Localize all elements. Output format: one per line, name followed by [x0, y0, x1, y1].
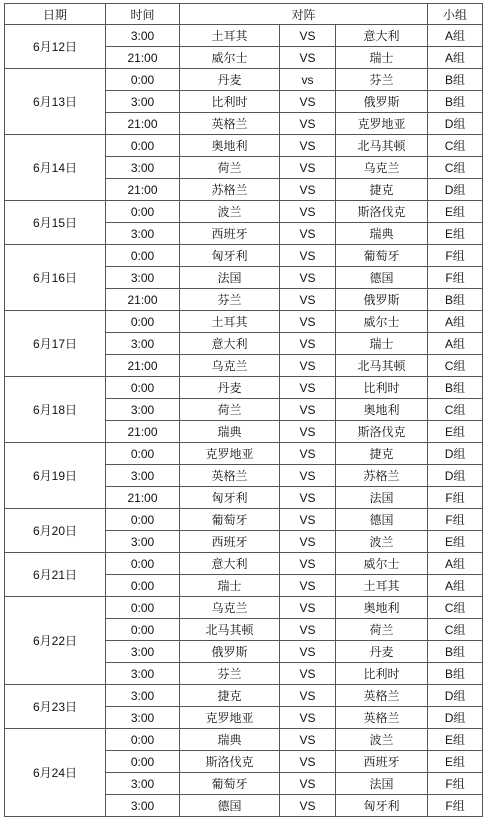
away-team-cell: 瑞典 — [336, 223, 428, 245]
time-cell: 21:00 — [106, 47, 180, 69]
vs-cell: VS — [280, 267, 336, 289]
away-team-cell: 芬兰 — [336, 69, 428, 91]
time-cell: 3:00 — [106, 25, 180, 47]
time-cell: 3:00 — [106, 157, 180, 179]
home-team-cell: 克罗地亚 — [180, 443, 280, 465]
time-cell: 0:00 — [106, 751, 180, 773]
vs-cell: VS — [280, 751, 336, 773]
home-team-cell: 德国 — [180, 795, 280, 817]
away-team-cell: 波兰 — [336, 531, 428, 553]
vs-cell: VS — [280, 245, 336, 267]
away-team-cell: 乌克兰 — [336, 157, 428, 179]
time-cell: 0:00 — [106, 575, 180, 597]
home-team-cell: 丹麦 — [180, 69, 280, 91]
time-cell: 3:00 — [106, 91, 180, 113]
vs-cell: VS — [280, 91, 336, 113]
vs-cell: VS — [280, 443, 336, 465]
date-cell: 6月20日 — [5, 509, 106, 553]
home-team-cell: 芬兰 — [180, 663, 280, 685]
vs-cell: VS — [280, 157, 336, 179]
vs-cell: VS — [280, 619, 336, 641]
home-team-cell: 意大利 — [180, 553, 280, 575]
time-cell: 0:00 — [106, 311, 180, 333]
vs-cell: VS — [280, 201, 336, 223]
vs-cell: VS — [280, 773, 336, 795]
home-team-cell: 北马其顿 — [180, 619, 280, 641]
vs-cell: VS — [280, 421, 336, 443]
away-team-cell: 匈牙利 — [336, 795, 428, 817]
home-team-cell: 乌克兰 — [180, 355, 280, 377]
group-cell: B组 — [428, 91, 483, 113]
vs-cell: VS — [280, 377, 336, 399]
away-team-cell: 俄罗斯 — [336, 289, 428, 311]
group-cell: A组 — [428, 575, 483, 597]
vs-cell: vs — [280, 69, 336, 91]
group-cell: D组 — [428, 685, 483, 707]
away-team-cell: 捷克 — [336, 443, 428, 465]
group-cell: C组 — [428, 135, 483, 157]
home-team-cell: 意大利 — [180, 333, 280, 355]
away-team-cell: 威尔士 — [336, 553, 428, 575]
vs-cell: VS — [280, 509, 336, 531]
date-cell: 6月15日 — [5, 201, 106, 245]
group-cell: F组 — [428, 267, 483, 289]
time-cell: 0:00 — [106, 135, 180, 157]
away-team-cell: 意大利 — [336, 25, 428, 47]
away-team-cell: 荷兰 — [336, 619, 428, 641]
time-cell: 3:00 — [106, 531, 180, 553]
time-cell: 0:00 — [106, 201, 180, 223]
vs-cell: VS — [280, 47, 336, 69]
home-team-cell: 荷兰 — [180, 399, 280, 421]
date-cell: 6月18日 — [5, 377, 106, 443]
group-cell: A组 — [428, 25, 483, 47]
group-cell: A组 — [428, 47, 483, 69]
date-cell: 6月12日 — [5, 25, 106, 69]
time-cell: 21:00 — [106, 179, 180, 201]
group-cell: C组 — [428, 157, 483, 179]
vs-cell: VS — [280, 487, 336, 509]
table-row — [5, 25, 483, 47]
date-cell: 6月14日 — [5, 135, 106, 201]
home-team-cell: 葡萄牙 — [180, 509, 280, 531]
group-cell: E组 — [428, 751, 483, 773]
group-cell: D组 — [428, 179, 483, 201]
time-cell: 0:00 — [106, 245, 180, 267]
table-row — [5, 685, 483, 707]
group-cell: B组 — [428, 377, 483, 399]
schedule-container — [4, 3, 483, 817]
table-row — [5, 553, 483, 575]
time-cell: 3:00 — [106, 707, 180, 729]
away-team-cell: 斯洛伐克 — [336, 201, 428, 223]
vs-cell: VS — [280, 685, 336, 707]
table-row — [5, 69, 483, 91]
group-cell: A组 — [428, 553, 483, 575]
group-cell: E组 — [428, 223, 483, 245]
time-cell: 3:00 — [106, 333, 180, 355]
home-team-cell: 土耳其 — [180, 311, 280, 333]
home-team-cell: 奥地利 — [180, 135, 280, 157]
time-cell: 0:00 — [106, 729, 180, 751]
header-group: 小组 — [428, 4, 483, 25]
away-team-cell: 奥地利 — [336, 399, 428, 421]
table-row — [5, 443, 483, 465]
home-team-cell: 土耳其 — [180, 25, 280, 47]
time-cell: 21:00 — [106, 289, 180, 311]
time-cell: 3:00 — [106, 223, 180, 245]
home-team-cell: 威尔士 — [180, 47, 280, 69]
time-cell: 21:00 — [106, 355, 180, 377]
home-team-cell: 西班牙 — [180, 223, 280, 245]
vs-cell: VS — [280, 289, 336, 311]
table-row — [5, 377, 483, 399]
date-cell: 6月23日 — [5, 685, 106, 729]
vs-cell: VS — [280, 399, 336, 421]
vs-cell: VS — [280, 223, 336, 245]
group-cell: D组 — [428, 113, 483, 135]
vs-cell: VS — [280, 553, 336, 575]
table-row — [5, 729, 483, 751]
vs-cell: VS — [280, 795, 336, 817]
home-team-cell: 英格兰 — [180, 465, 280, 487]
group-cell: E组 — [428, 421, 483, 443]
away-team-cell: 北马其顿 — [336, 135, 428, 157]
time-cell: 3:00 — [106, 663, 180, 685]
table-row — [5, 311, 483, 333]
time-cell: 0:00 — [106, 69, 180, 91]
table-row — [5, 509, 483, 531]
away-team-cell: 英格兰 — [336, 685, 428, 707]
away-team-cell: 法国 — [336, 773, 428, 795]
away-team-cell: 瑞士 — [336, 333, 428, 355]
home-team-cell: 波兰 — [180, 201, 280, 223]
time-cell: 0:00 — [106, 553, 180, 575]
away-team-cell: 斯洛伐克 — [336, 421, 428, 443]
time-cell: 3:00 — [106, 399, 180, 421]
away-team-cell: 西班牙 — [336, 751, 428, 773]
time-cell: 0:00 — [106, 597, 180, 619]
away-team-cell: 瑞士 — [336, 47, 428, 69]
vs-cell: VS — [280, 333, 336, 355]
away-team-cell: 奥地利 — [336, 597, 428, 619]
home-team-cell: 比利时 — [180, 91, 280, 113]
away-team-cell: 丹麦 — [336, 641, 428, 663]
group-cell: A组 — [428, 333, 483, 355]
home-team-cell: 瑞士 — [180, 575, 280, 597]
group-cell: C组 — [428, 597, 483, 619]
vs-cell: VS — [280, 113, 336, 135]
group-cell: C组 — [428, 619, 483, 641]
header-match: 对阵 — [180, 4, 428, 25]
group-cell: D组 — [428, 465, 483, 487]
group-cell: F组 — [428, 245, 483, 267]
away-team-cell: 葡萄牙 — [336, 245, 428, 267]
date-cell: 6月22日 — [5, 597, 106, 685]
time-cell: 0:00 — [106, 619, 180, 641]
home-team-cell: 瑞典 — [180, 729, 280, 751]
time-cell: 0:00 — [106, 377, 180, 399]
away-team-cell: 比利时 — [336, 377, 428, 399]
away-team-cell: 英格兰 — [336, 707, 428, 729]
vs-cell: VS — [280, 179, 336, 201]
group-cell: F组 — [428, 487, 483, 509]
time-cell: 0:00 — [106, 443, 180, 465]
time-cell: 3:00 — [106, 641, 180, 663]
time-cell: 3:00 — [106, 795, 180, 817]
home-team-cell: 芬兰 — [180, 289, 280, 311]
vs-cell: VS — [280, 355, 336, 377]
home-team-cell: 苏格兰 — [180, 179, 280, 201]
vs-cell: VS — [280, 575, 336, 597]
date-cell: 6月24日 — [5, 729, 106, 817]
home-team-cell: 丹麦 — [180, 377, 280, 399]
vs-cell: VS — [280, 641, 336, 663]
time-cell: 3:00 — [106, 773, 180, 795]
group-cell: F组 — [428, 773, 483, 795]
group-cell: B组 — [428, 289, 483, 311]
date-cell: 6月17日 — [5, 311, 106, 377]
time-cell: 3:00 — [106, 685, 180, 707]
group-cell: D组 — [428, 443, 483, 465]
group-cell: B组 — [428, 69, 483, 91]
time-cell: 0:00 — [106, 509, 180, 531]
vs-cell: VS — [280, 597, 336, 619]
header-date: 日期 — [5, 4, 106, 25]
home-team-cell: 荷兰 — [180, 157, 280, 179]
home-team-cell: 法国 — [180, 267, 280, 289]
home-team-cell: 西班牙 — [180, 531, 280, 553]
away-team-cell: 克罗地亚 — [336, 113, 428, 135]
date-cell: 6月19日 — [5, 443, 106, 509]
schedule-table — [4, 3, 483, 817]
home-team-cell: 克罗地亚 — [180, 707, 280, 729]
vs-cell: VS — [280, 135, 336, 157]
date-cell: 6月13日 — [5, 69, 106, 135]
table-body — [5, 25, 483, 817]
vs-cell: VS — [280, 729, 336, 751]
home-team-cell: 匈牙利 — [180, 245, 280, 267]
vs-cell: VS — [280, 25, 336, 47]
vs-cell: VS — [280, 311, 336, 333]
away-team-cell: 德国 — [336, 267, 428, 289]
group-cell: F组 — [428, 795, 483, 817]
group-cell: F组 — [428, 509, 483, 531]
vs-cell: VS — [280, 531, 336, 553]
time-cell: 3:00 — [106, 267, 180, 289]
away-team-cell: 法国 — [336, 487, 428, 509]
table-row — [5, 597, 483, 619]
group-cell: B组 — [428, 641, 483, 663]
home-team-cell: 英格兰 — [180, 113, 280, 135]
time-cell: 21:00 — [106, 487, 180, 509]
group-cell: E组 — [428, 531, 483, 553]
date-cell: 6月16日 — [5, 245, 106, 311]
away-team-cell: 苏格兰 — [336, 465, 428, 487]
away-team-cell: 比利时 — [336, 663, 428, 685]
home-team-cell: 匈牙利 — [180, 487, 280, 509]
away-team-cell: 波兰 — [336, 729, 428, 751]
vs-cell: VS — [280, 707, 336, 729]
group-cell: A组 — [428, 311, 483, 333]
home-team-cell: 斯洛伐克 — [180, 751, 280, 773]
away-team-cell: 威尔士 — [336, 311, 428, 333]
group-cell: B组 — [428, 663, 483, 685]
time-cell: 21:00 — [106, 421, 180, 443]
time-cell: 21:00 — [106, 113, 180, 135]
away-team-cell: 捷克 — [336, 179, 428, 201]
group-cell: C组 — [428, 355, 483, 377]
home-team-cell: 瑞典 — [180, 421, 280, 443]
time-cell: 3:00 — [106, 465, 180, 487]
table-row — [5, 245, 483, 267]
table-row — [5, 201, 483, 223]
header-time: 时间 — [106, 4, 180, 25]
away-team-cell: 北马其顿 — [336, 355, 428, 377]
date-cell: 6月21日 — [5, 553, 106, 597]
away-team-cell: 德国 — [336, 509, 428, 531]
table-row — [5, 135, 483, 157]
group-cell: E组 — [428, 729, 483, 751]
vs-cell: VS — [280, 663, 336, 685]
home-team-cell: 捷克 — [180, 685, 280, 707]
group-cell: C组 — [428, 399, 483, 421]
vs-cell: VS — [280, 465, 336, 487]
table-header — [5, 4, 483, 25]
home-team-cell: 葡萄牙 — [180, 773, 280, 795]
header-row — [5, 4, 483, 25]
group-cell: E组 — [428, 201, 483, 223]
away-team-cell: 俄罗斯 — [336, 91, 428, 113]
home-team-cell: 俄罗斯 — [180, 641, 280, 663]
home-team-cell: 乌克兰 — [180, 597, 280, 619]
group-cell: D组 — [428, 707, 483, 729]
away-team-cell: 土耳其 — [336, 575, 428, 597]
